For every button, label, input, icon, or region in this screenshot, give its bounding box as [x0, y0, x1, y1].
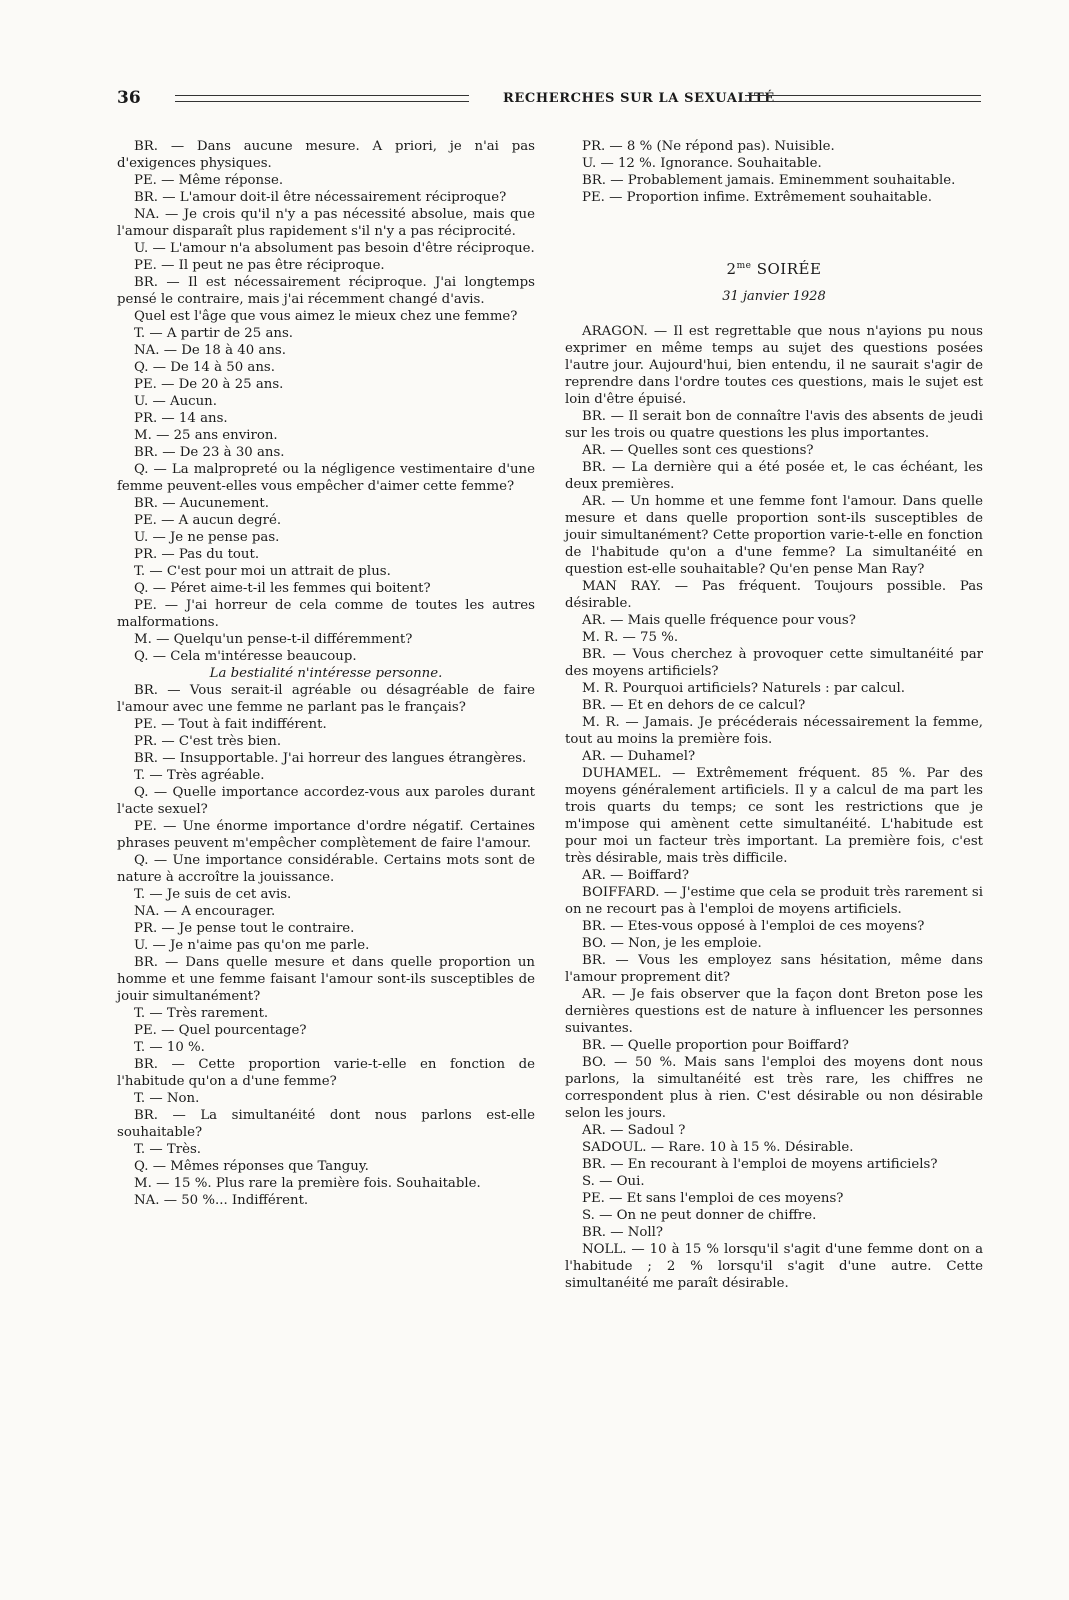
dialogue-line: BOIFFARD. — J'estime que cela se produit très rarement si on ne recourt pas à l'emploi de moyens artificiels. — [565, 885, 983, 917]
dialogue-line: NA. — De 18 à 40 ans. — [134, 343, 286, 358]
dialogue-line: AR. — Je fais observer que la façon dont Breton pose les dernières questions est de nature à influencer les personnes suivantes. — [565, 987, 983, 1036]
dialogue-line: PE. — A aucun degré. — [134, 513, 282, 528]
dialogue-line: PR. — Pas du tout. — [134, 547, 260, 562]
section-title-suffix: me — [736, 261, 752, 271]
dialogue-line: T. — Très rarement. — [134, 1006, 269, 1021]
dialogue-line: PE. — Tout à fait indifférent. — [134, 717, 327, 732]
dialogue-line: PE. — Il peut ne pas être réciproque. — [134, 258, 385, 273]
dialogue-line: Q. — La malpropreté ou la négligence vestimentaire d'une femme peuvent-elles vous empêcher d'aimer cette femme? — [117, 462, 535, 494]
dialogue-line: PE. — J'ai horreur de cela comme de toutes les autres malformations. — [117, 598, 535, 630]
dialogue-line: T. — A partir de 25 ans. — [134, 326, 293, 341]
dialogue-line: AR. — Mais quelle fréquence pour vous? — [582, 613, 856, 628]
dialogue-line: NA. — Je crois qu'il n'y a pas nécessité absolue, mais que l'amour disparaît plus rapidement s'il n'y a pas réciprocité. — [117, 207, 535, 239]
header-rule-left — [175, 95, 469, 102]
section-title — [565, 258, 983, 278]
dialogue-line: T. — 10 %. — [134, 1040, 205, 1055]
dialogue-line: T. — Non. — [134, 1091, 200, 1106]
dialogue-line: SADOUL. — Rare. 10 à 15 %. Désirable. — [582, 1140, 854, 1155]
left-column — [117, 138, 535, 1209]
dialogue-line: AR. — Un homme et une femme font l'amour. Dans quelle mesure et dans quelle proportion sont-ils susceptibles de jouir simultanément? Cette proportion varie-t-elle en fonction de l'habitude qu'on a d'une femme? La simultanéité en question est-elle souhaitable? Qu'en pense Man Ray? — [565, 494, 983, 577]
right-column-top — [565, 138, 983, 206]
dialogue-line: M. R. — 75 %. — [582, 630, 679, 645]
dialogue-line: NA. — A encourager. — [134, 904, 276, 919]
dialogue-line: BR. — L'amour doit-il être nécessairement réciproque? — [134, 190, 507, 205]
running-title: RECHERCHES SUR LA SEXUALITÉ — [503, 91, 775, 106]
header-rule-right — [745, 95, 981, 102]
dialogue-line: PE. — Proportion infime. Extrêmement souhaitable. — [582, 190, 932, 205]
dialogue-line: M. — 15 %. Plus rare la première fois. Souhaitable. — [134, 1176, 481, 1191]
dialogue-line: BR. — La dernière qui a été posée et, le cas échéant, les deux premières. — [565, 460, 983, 492]
dialogue-line: NOLL. — 10 à 15 % lorsqu'il s'agit d'une femme dont on a l'habitude ; 2 % lorsqu'il s'agit d'une autre. Cette simultanéité me paraît désirable. — [565, 1242, 983, 1291]
dialogue-line: BR. — Probablement jamais. Eminemment souhaitable. — [582, 173, 956, 188]
dialogue-line: S. — Oui. — [582, 1174, 645, 1189]
dialogue-line: T. — Très. — [134, 1142, 202, 1157]
dialogue-line: U. — L'amour n'a absolument pas besoin d'être réciproque. — [134, 241, 535, 256]
dialogue-line: Q. — Quelle importance accordez-vous aux paroles durant l'acte sexuel? — [117, 785, 535, 817]
dialogue-line: PE. — Quel pourcentage? — [134, 1023, 307, 1038]
dialogue-line: BR. — Quelle proportion pour Boiffard? — [582, 1038, 849, 1053]
dialogue-line: Quel est l'âge que vous aimez le mieux chez une femme? — [134, 309, 518, 324]
dialogue-line: BR. — Il est nécessairement réciproque. J'ai longtemps pensé le contraire, mais j'ai récemment changé d'avis. — [117, 275, 535, 307]
dialogue-line: BR. — Vous les employez sans hésitation, même dans l'amour proprement dit? — [565, 953, 983, 985]
dialogue-line: PR. — 14 ans. — [134, 411, 228, 426]
dialogue-line: AR. — Duhamel? — [582, 749, 696, 764]
dialogue-line: BO. — 50 %. Mais sans l'emploi des moyens dont nous parlons, la simultanéité est très rare, les chiffres ne correspondent plus à rien. C'est désirable ou non désirable selon les jours. — [565, 1055, 983, 1121]
dialogue-line: U. — Je n'aime pas qu'on me parle. — [134, 938, 370, 953]
dialogue-line: La bestialité n'intéresse personne. — [209, 666, 443, 681]
dialogue-line: BR. — Et en dehors de ce calcul? — [582, 698, 806, 713]
dialogue-line: M. R. Pourquoi artificiels? Naturels : par calcul. — [582, 681, 906, 696]
right-column — [565, 138, 983, 1292]
dialogue-line: NA. — 50 %... Indifférent. — [134, 1193, 309, 1208]
dialogue-line: U. — Je ne pense pas. — [134, 530, 280, 545]
dialogue-line: Q. — Péret aime-t-il les femmes qui boitent? — [134, 581, 431, 596]
section-date: 31 janvier 1928 — [722, 289, 826, 304]
dialogue-line: Q. — Cela m'intéresse beaucoup. — [134, 649, 357, 664]
dialogue-line: BR. — De 23 à 30 ans. — [134, 445, 285, 460]
dialogue-line: T. — Très agréable. — [134, 768, 265, 783]
dialogue-line: BR. — Dans aucune mesure. A priori, je n'ai pas d'exigences physiques. — [117, 139, 535, 171]
dialogue-line: PE. — Et sans l'emploi de ces moyens? — [582, 1191, 844, 1206]
dialogue-line: PE. — Même réponse. — [134, 173, 284, 188]
section-title-number: 2 — [726, 260, 737, 278]
dialogue-line: BR. — Il serait bon de connaître l'avis des absents de jeudi sur les trois ou quatre questions les plus importantes. — [565, 409, 983, 441]
dialogue-line: S. — On ne peut donner de chiffre. — [582, 1208, 817, 1223]
dialogue-line: BR. — Dans quelle mesure et dans quelle proportion un homme et une femme faisant l'amour sont-ils susceptibles de jouir simultanément? — [117, 955, 535, 1004]
dialogue-line: T. — Je suis de cet avis. — [134, 887, 292, 902]
dialogue-line: AR. — Boiffard? — [582, 868, 689, 883]
dialogue-line: Q. — Mêmes réponses que Tanguy. — [134, 1159, 369, 1174]
dialogue-line: BR. — Vous serait-il agréable ou désagréable de faire l'amour avec une femme ne parlant pas le français? — [117, 683, 535, 715]
dialogue-line: T. — C'est pour moi un attrait de plus. — [134, 564, 391, 579]
dialogue-line: BR. — Etes-vous opposé à l'emploi de ces moyens? — [582, 919, 925, 934]
page-header — [117, 88, 981, 110]
page-number: 36 — [117, 88, 141, 108]
dialogue-line: M. — 25 ans environ. — [134, 428, 278, 443]
dialogue-line: AR. — Quelles sont ces questions? — [582, 443, 814, 458]
dialogue-line: PR. — 8 % (Ne répond pas). Nuisible. — [582, 139, 835, 154]
dialogue-line: BR. — Insupportable. J'ai horreur des langues étrangères. — [134, 751, 527, 766]
dialogue-line: PE. — Une énorme importance d'ordre négatif. Certaines phrases peuvent m'empêcher complètement de faire l'amour. — [117, 819, 535, 851]
section-title-word: SOIRÉE — [751, 260, 822, 278]
dialogue-line: M. — Quelqu'un pense-t-il différemment? — [134, 632, 413, 647]
dialogue-line: PR. — C'est très bien. — [134, 734, 282, 749]
dialogue-line: Q. — De 14 à 50 ans. — [134, 360, 275, 375]
dialogue-line: BR. — Vous cherchez à provoquer cette simultanéité par des moyens artificiels? — [565, 647, 983, 679]
dialogue-line: BR. — Aucunement. — [134, 496, 269, 511]
dialogue-line: PE. — De 20 à 25 ans. — [134, 377, 284, 392]
dialogue-line: MAN RAY. — Pas fréquent. Toujours possible. Pas désirable. — [565, 579, 983, 611]
dialogue-line: PR. — Je pense tout le contraire. — [134, 921, 355, 936]
dialogue-line: ARAGON. — Il est regrettable que nous n'ayions pu nous exprimer en même temps au sujet des questions posées l'autre jour. Aujourd'hui, bien entendu, il ne saurait s'agir de reprendre dans l'ordre toutes ces questions, mais le sujet est loin d'être épuisé. — [565, 324, 983, 407]
dialogue-line: AR. — Sadoul ? — [582, 1123, 686, 1138]
dialogue-line: DUHAMEL. — Extrêmement fréquent. 85 %. Par des moyens généralement artificiels. Il y a calcul de ma part les trois quarts du temps; ce sont les restrictions que je m'impose qui amènent cette simultanéité. L'habitude est pour moi un facteur très important. La première fois, c'est très désirable, mais très difficile. — [565, 766, 983, 866]
dialogue-line: Q. — Une importance considérable. Certains mots sont de nature à accroître la jouissance. — [117, 853, 535, 885]
dialogue-line: U. — Aucun. — [134, 394, 217, 409]
dialogue-line: BR. — En recourant à l'emploi de moyens artificiels? — [582, 1157, 938, 1172]
dialogue-line: M. R. — Jamais. Je précéderais nécessairement la femme, tout au moins la première fois. — [565, 715, 983, 747]
dialogue-line: BR. — La simultanéité dont nous parlons est-elle souhaitable? — [117, 1108, 535, 1140]
dialogue-line: U. — 12 %. Ignorance. Souhaitable. — [582, 156, 822, 171]
right-column-bottom — [565, 323, 983, 1292]
dialogue-line: BR. — Noll? — [582, 1225, 664, 1240]
dialogue-line: BO. — Non, je les emploie. — [582, 936, 762, 951]
dialogue-line: BR. — Cette proportion varie-t-elle en fonction de l'habitude qu'on a d'une femme? — [117, 1057, 535, 1089]
